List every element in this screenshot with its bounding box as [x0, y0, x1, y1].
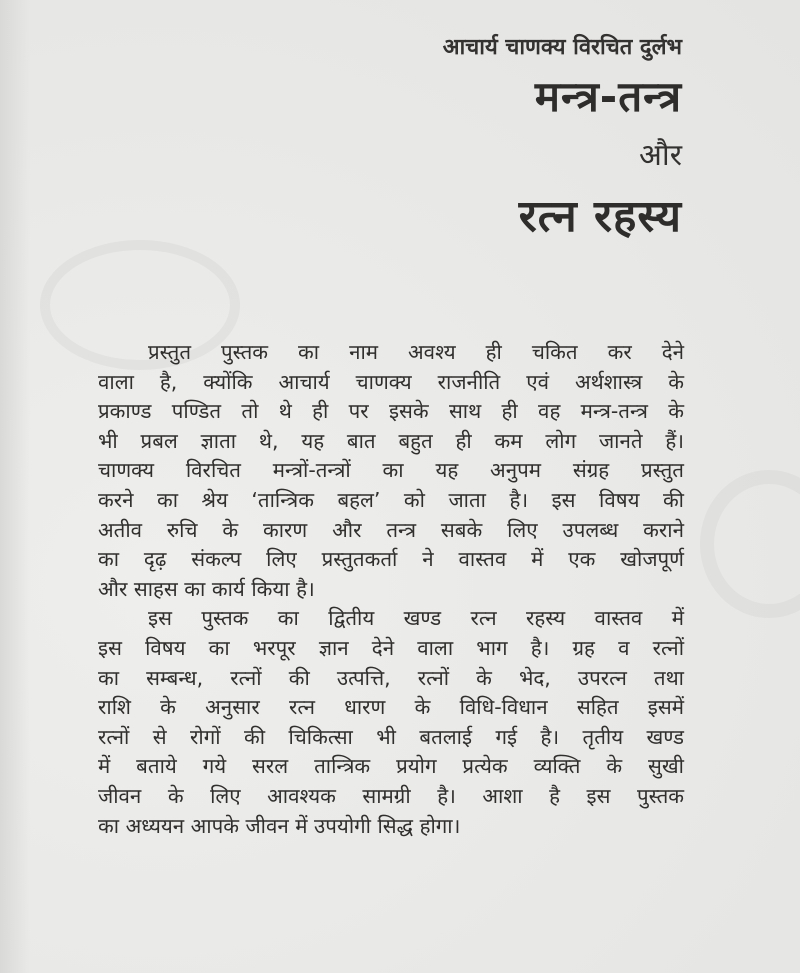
text-line: भी प्रबल ज्ञाता थे, यह बात बहुत ही कम लोग जानते हैं। — [98, 428, 684, 453]
title-block — [443, 30, 682, 244]
page-edge-shadow — [0, 0, 30, 973]
text-line: का सम्बन्ध, रत्नों की उत्पत्ति, रत्नों के भेद, उपरत्न तथा — [98, 665, 684, 690]
text-line: इस पुस्तक का द्वितीय खण्ड रत्न रहस्य वास्तव में — [148, 606, 684, 631]
title-connector: और — [639, 138, 682, 173]
book-title-main: मन्त्र-तन्त्र — [534, 72, 682, 121]
text-line: का अध्ययन आपके जीवन में उपयोगी सिद्ध होगा। — [98, 813, 461, 838]
paragraph-1 — [98, 338, 684, 604]
text-line: का दृढ़ संकल्प लिए प्रस्तुतकर्ता ने वास्तव में एक खोजपूर्ण — [98, 547, 684, 572]
text-line: जीवन के लिए आवश्यक सामग्री है। आशा है इस पुस्तक — [98, 783, 684, 808]
text-line: इस विषय का भरपूर ज्ञान देने वाला भाग है। ग्रह व रत्नों — [98, 635, 684, 660]
text-line: अतीव रुचि के कारण और तन्त्र सबके लिए उपलब्ध कराने — [98, 517, 684, 542]
background-watermark-icon — [700, 470, 800, 618]
description-text — [98, 338, 684, 841]
text-line: करने का श्रेय ‘तान्त्रिक बहल’ को जाता है। इस विषय की — [98, 487, 684, 512]
paragraph-2 — [98, 604, 684, 841]
text-line: रत्नों से रोगों की चिकित्सा भी बतलाई गई है। तृतीय खण्ड — [98, 724, 684, 749]
text-line: राशि के अनुसार रत्न धारण के विधि-विधान सहित इसमें — [98, 695, 684, 720]
book-title-second: रत्न रहस्य — [518, 191, 682, 242]
text-line: और साहस का कार्य किया है। — [98, 576, 315, 601]
text-line: में बताये गये सरल तान्त्रिक प्रयोग प्रत्येक व्यक्ति के सुखी — [98, 754, 684, 779]
text-line: वाला है, क्योंकि आचार्य चाणक्य राजनीति एवं अर्थशास्त्र के — [98, 369, 684, 394]
text-line: चाणक्य विरचित मन्त्रों-तन्त्रों का यह अनुपम संग्रह प्रस्तुत — [98, 458, 684, 483]
text-line: प्रकाण्ड पण्डित तो थे ही पर इसके साथ ही वह मन्त्र-तन्त्र के — [98, 399, 684, 424]
book-subtitle: आचार्य चाणक्य विरचित दुर्लभ — [442, 35, 682, 60]
text-line: प्रस्तुत पुस्तक का नाम अवश्य ही चकित कर देने — [148, 340, 684, 364]
